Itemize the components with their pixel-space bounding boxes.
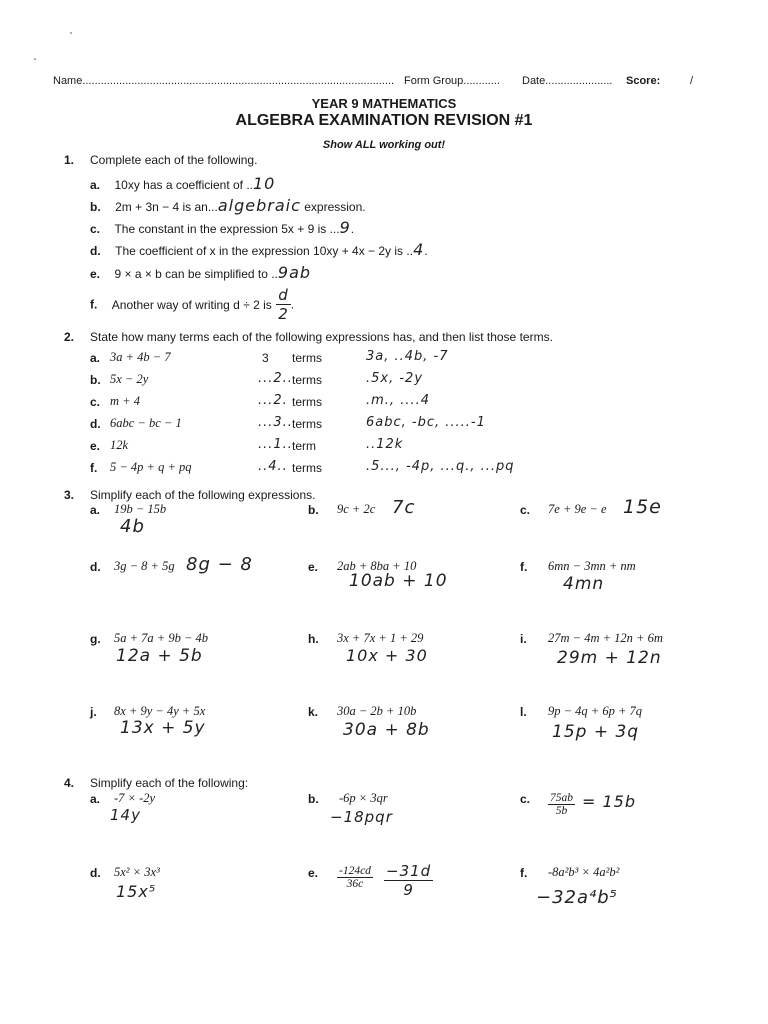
- handwritten-answer: 10: [253, 174, 276, 193]
- q1-item: e. 9 × a × b can be simplified to ..9ab: [90, 263, 312, 282]
- date-field: Date......................: [522, 75, 613, 87]
- question-text: Complete each of the following.: [90, 153, 258, 167]
- term-count: ...1..: [258, 437, 293, 452]
- handwritten-answer: 4: [413, 240, 425, 259]
- name-field: Name......................................................................................................: [53, 75, 395, 87]
- fraction-expression: $\frac{-124cd}{36c}$: [339, 865, 371, 890]
- q1-item: f. Another way of writing d ÷ 2 is $\frac{d}{2}$ .: [90, 286, 295, 323]
- handwritten-answer: 15e: [623, 496, 662, 518]
- expression: 9c + 2c: [337, 502, 376, 516]
- handwritten-answer: 29m + 12n: [557, 648, 662, 668]
- question-number: 2.: [64, 330, 75, 344]
- expression: -7 × -2y: [114, 791, 156, 805]
- expression: 5x − 2y: [110, 372, 149, 386]
- question-number: 1.: [64, 153, 75, 167]
- handwritten-answer: = 15b: [582, 792, 637, 811]
- expression: 30a − 2b + 10b: [337, 704, 417, 718]
- term-count: ...3..: [258, 415, 293, 430]
- q1-item: d. The coefficient of x in the expression 10xy + 4x − 2y is ..4.: [90, 240, 428, 259]
- expression: 9p − 4q + 6p + 7q: [548, 704, 643, 718]
- expression: 8x + 9y − 4y + 5x: [114, 704, 206, 718]
- term-count: 3: [262, 351, 269, 365]
- expression: 5a + 7a + 9b − 4b: [114, 631, 209, 645]
- question-text: Simplify each of the following:: [90, 776, 249, 790]
- handwritten-answer: 15p + 3q: [552, 722, 640, 742]
- handwritten-answer: 3a, ..4b, -7: [366, 349, 449, 364]
- handwritten-answer: 12a + 5b: [116, 646, 203, 666]
- handwritten-answer: .5x, -2y: [366, 371, 424, 386]
- expression: 3g − 8 + 5g: [114, 559, 175, 573]
- handwritten-answer: .5..., -4p, ...q., ...pq: [366, 459, 515, 474]
- handwritten-answer: −32a⁴b⁵: [536, 887, 618, 908]
- worksheet-page: Name...................................................................................................... Form Group............ Date...................... Score: / YEAR 9 MATHEMATICS ALGEBRA EXAMINATION REVISION #1 Show ALL working out! 1. Complete each of the following. a. 10xy has a coefficient of ..10 b. 2m + 3n − 4 is an...algebraic expression. c. The constant in the expression 5x + 9 is ...9. d. The coefficient of x in the expression 10xy + 4x − 2y is ..4. e. 9 × a × b can be simplified to ..9ab f. Another way of writing d ÷ 2 is $\frac{d}{2}$ . 2. State how many terms each of the following expressions has, and then list those terms. a. 3a + 4b − 7 3 terms 3a, ..4b, -7 b. 5x − 2y ...2.. terms .5x, -2y c. m + 4 ...2. terms .m., ....4 d. 6abc − bc − 1 ...3.. terms 6abc, -bc, .....-1 e. 12k ...1.. term ..12k f. 5 − 4p + q + pq ..4.. terms .5..., -4p, ...q., ...pq 3. Simplify each of the following expressions. a. 19b − 15b 4b b. 9c + 2c 7c c. 7e + 9e − e 15e d. 3g − 8 + 5g 8g − 8 e. 2ab + 8ba + 10 10ab + 10 f. 6mn − 3mn + nm 4mn g. 5a + 7a + 9b − 4b 12a + 5b h. 3x + 7x + 1 + 29 10x + 30 i. 27m − 4m + 12n + 6m 29m + 12n j. 8x + 9y − 4y + 5x 13x + 5y k. 30a − 2b + 10b 30a + 8b l. 9p − 4q + 6p + 7q 15p + 3q 4. Simplify each of the following: a. -7 × -2y 14y b. -6p × 3qr −18pqr c. $\frac{75ab}{5b}$ = 15b d. 5x² × 3x³ 15x⁵ e. $\frac{-124cd}{36c}$ $\frac{-31d}{9}$ f. -8a²b³ × 4a²b² −32a⁴b⁵: [0, 0, 768, 1024]
- expression: 5 − 4p + q + pq: [110, 460, 192, 474]
- term-count: ...2..: [258, 371, 293, 386]
- expression: m + 4: [110, 394, 140, 408]
- handwritten-answer: 14y: [110, 806, 141, 824]
- expression: 6abc − bc − 1: [110, 416, 182, 430]
- score-field: Score:: [626, 75, 661, 87]
- expression: 27m − 4m + 12n + 6m: [548, 631, 663, 645]
- handwritten-answer: 30a + 8b: [343, 720, 430, 740]
- expression: -8a²b³ × 4a²b²: [548, 865, 620, 879]
- q1-item: c. The constant in the expression 5x + 9 is ...9.: [90, 218, 355, 237]
- expression: -6p × 3qr: [339, 791, 388, 805]
- handwritten-fraction-answer: $\frac{d}{2}$: [278, 286, 289, 323]
- expression: 6mn − 3mn + nm: [548, 559, 636, 573]
- question-number: 4.: [64, 776, 75, 790]
- handwritten-answer: .m., ....4: [366, 393, 430, 408]
- handwritten-answer: 7c: [392, 497, 416, 518]
- expression: 3x + 7x + 1 + 29: [337, 631, 424, 645]
- handwritten-answer: 4mn: [563, 574, 605, 594]
- question-text: Simplify each of the following expressions.: [90, 488, 316, 502]
- q1-item: b. 2m + 3n − 4 is an...algebraic expression.: [90, 196, 366, 215]
- handwritten-answer: 15x⁵: [116, 882, 157, 901]
- q1-item: a. 10xy has a coefficient of ..10: [90, 174, 276, 193]
- handwritten-answer: ..12k: [366, 437, 404, 452]
- handwritten-answer: 10x + 30: [346, 646, 428, 665]
- expression: 2ab + 8ba + 10: [337, 559, 417, 573]
- handwritten-answer: 6abc, -bc, .....-1: [366, 415, 486, 430]
- handwritten-answer: 9ab: [277, 263, 312, 282]
- score-slash: /: [690, 75, 694, 87]
- handwritten-answer: 13x + 5y: [120, 718, 206, 738]
- expression: 7e + 9e − e: [548, 502, 607, 516]
- term-count: ...2.: [258, 393, 288, 408]
- handwritten-fraction-answer: $\frac{-31d}{9}$: [386, 862, 432, 899]
- fraction-expression: $\frac{75ab}{5b}$: [550, 792, 573, 817]
- page-title: ALGEBRA EXAMINATION REVISION #1: [235, 112, 533, 129]
- form-group-field: Form Group............: [404, 75, 500, 87]
- expression: 5x² × 3x³: [114, 865, 160, 879]
- handwritten-answer: 10ab + 10: [349, 571, 448, 591]
- handwritten-answer: algebraic: [217, 196, 301, 215]
- scan-speck: [34, 58, 36, 60]
- question-number: 3.: [64, 488, 75, 502]
- handwritten-answer: 4b: [120, 516, 145, 537]
- handwritten-answer: 8g − 8: [186, 554, 253, 575]
- instruction-text: Show ALL working out!: [322, 139, 446, 151]
- expression: 12k: [110, 438, 129, 452]
- question-text: State how many terms each of the following expressions has, and then list those terms.: [90, 330, 553, 344]
- term-count: ..4..: [258, 459, 288, 474]
- expression: 3a + 4b − 7: [110, 350, 171, 364]
- handwritten-answer: 9: [339, 218, 351, 237]
- page-subtitle: YEAR 9 MATHEMATICS: [311, 96, 457, 111]
- handwritten-answer: −18pqr: [330, 808, 393, 826]
- scan-speck: [70, 32, 72, 34]
- expression: 19b − 15b: [114, 502, 167, 516]
